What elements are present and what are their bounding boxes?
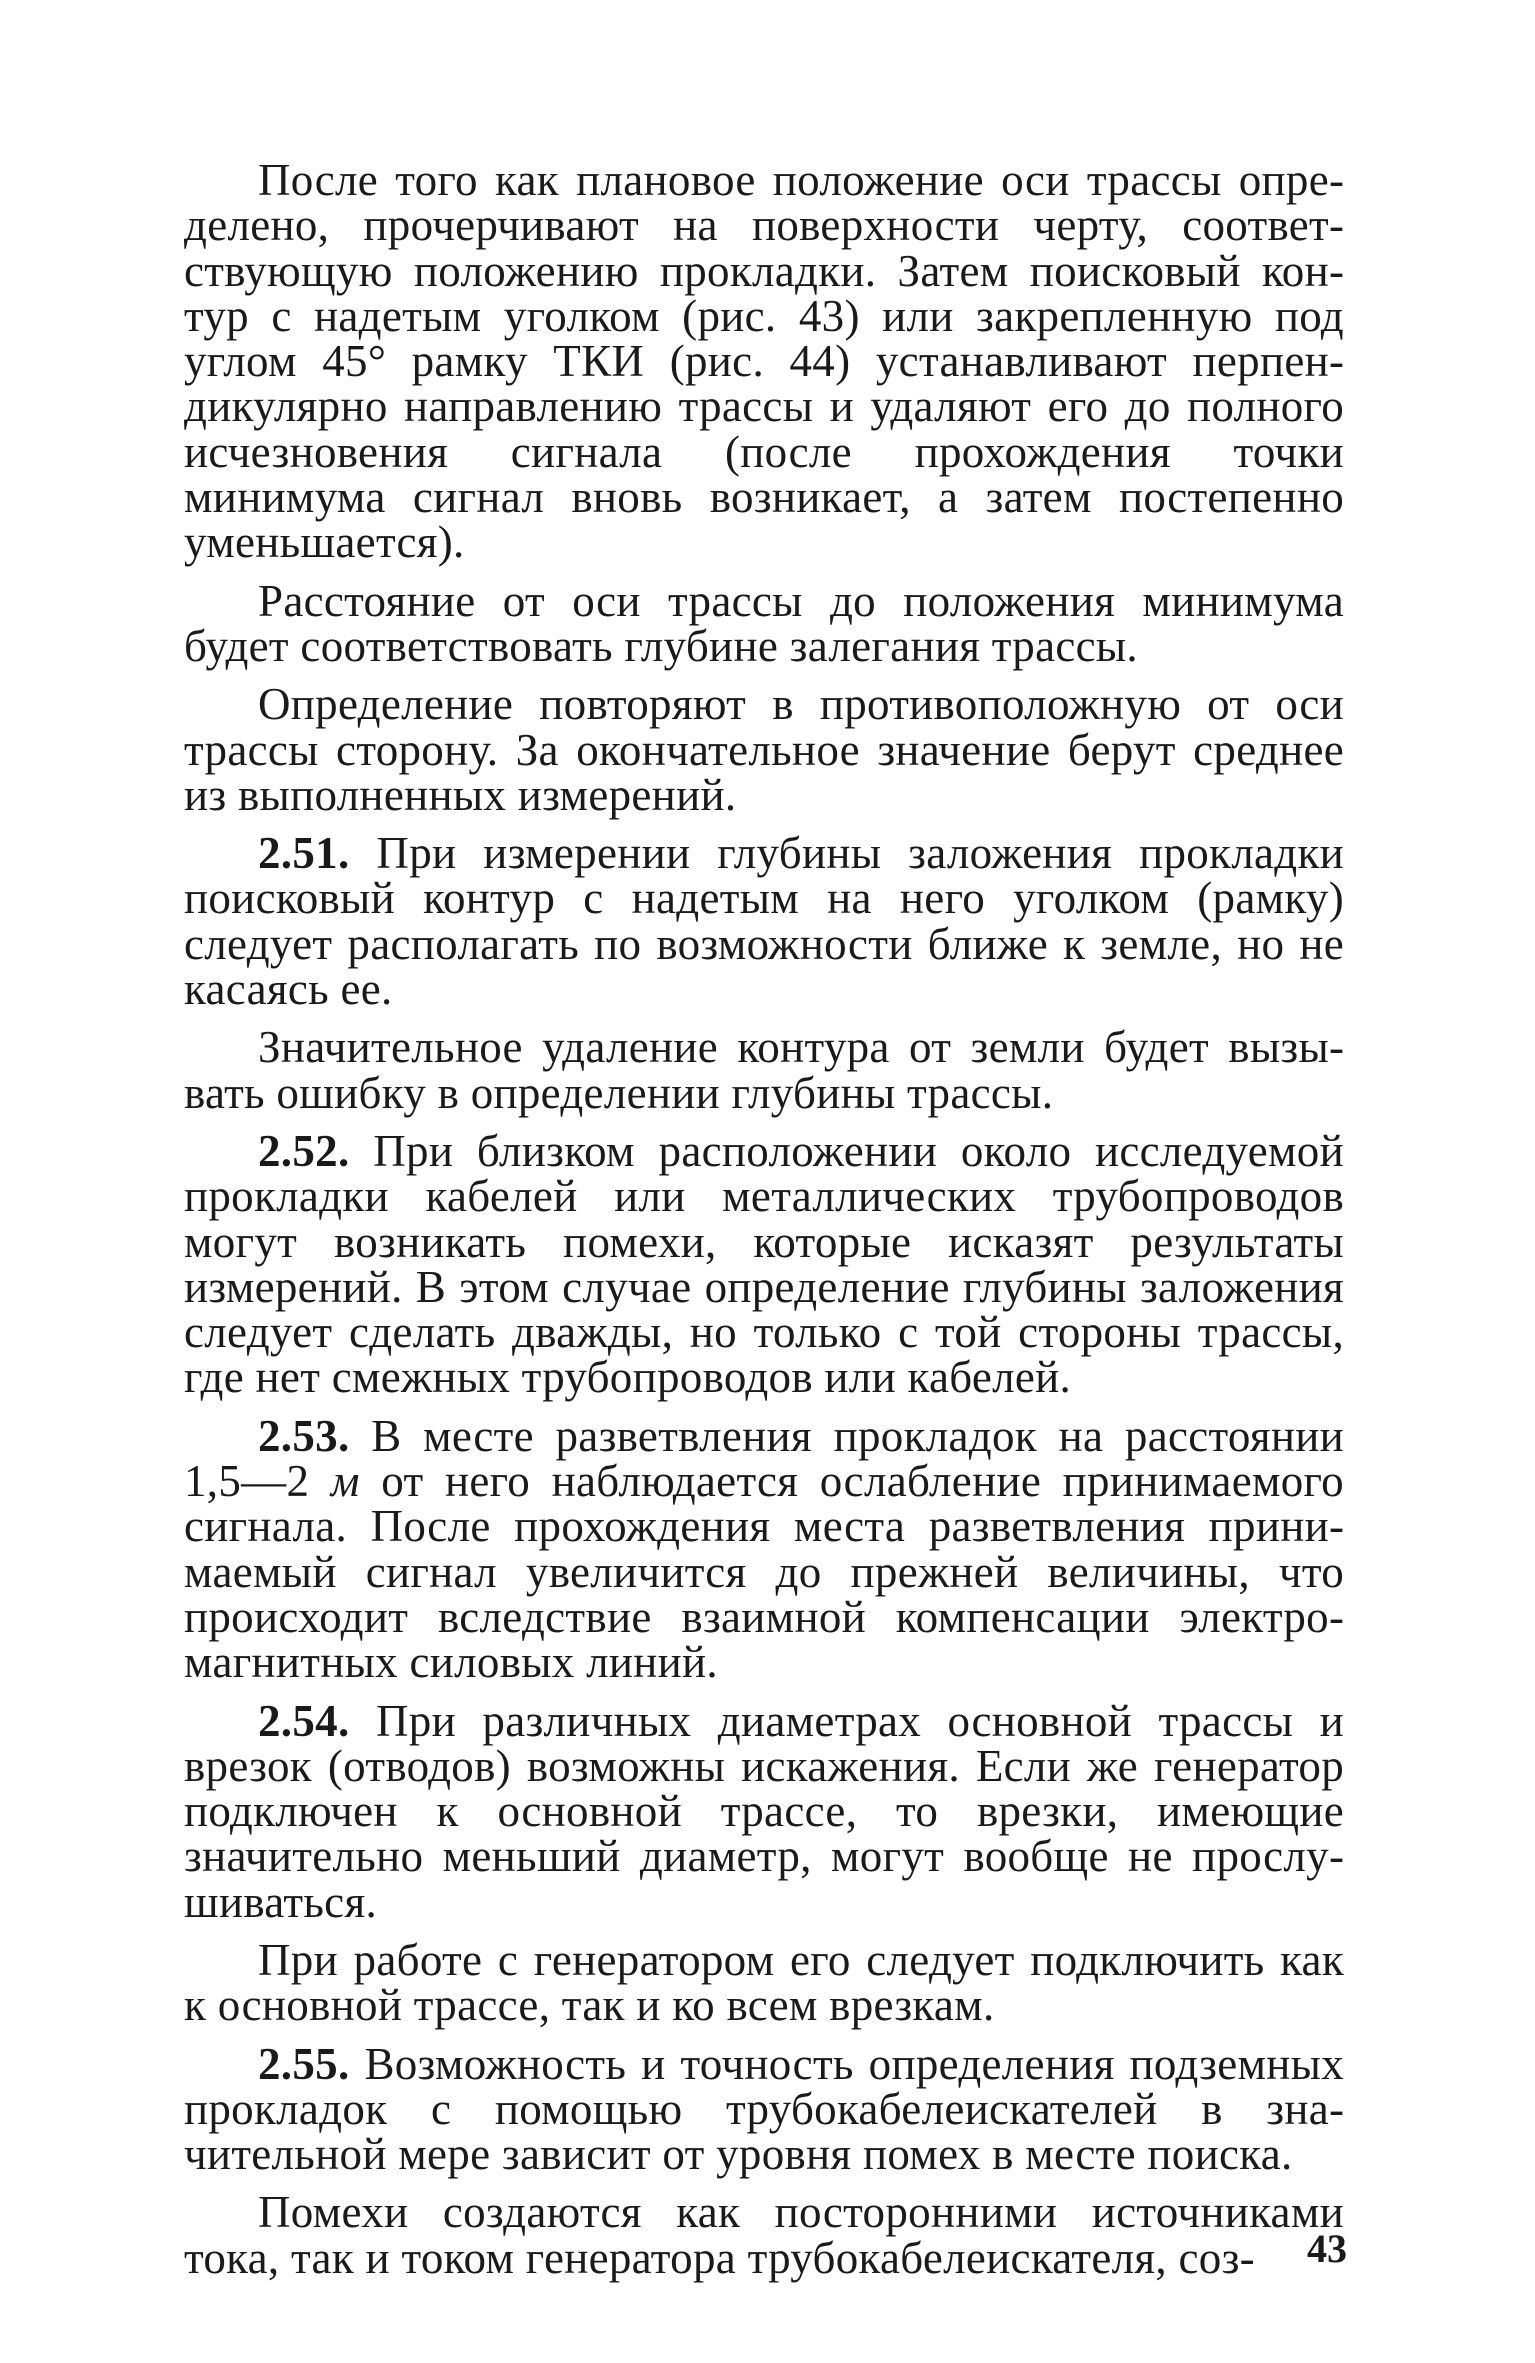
page-body (184, 155, 1344, 2294)
paragraph-text: Помехи создаются как посторонними источниками тока, так и током генератора трубокабелеискателя, соз- (184, 2187, 1344, 2283)
section-number: 2.51. (258, 828, 350, 879)
paragraph-text: При измерении глубины заложения прокладки поисковый контур с надетым на него уголком (рамку) следует располагать по возможности ближе к земле, но не касаясь ее. (184, 828, 1344, 1015)
page-number: 43 (1307, 2226, 1347, 2271)
paragraph-text: При близком расположении около исследуемой прокладки кабелей или металлических трубопроводов могут возникать помехи, которые исказят результаты измерений. В этом случае определение глубины заложения следует сделать дважды, но только с той стороны трассы, где нет смежных трубопроводов или кабелей. (184, 1125, 1344, 1403)
section-number: 2.55. (258, 2038, 350, 2089)
paragraph (184, 679, 1344, 820)
section-paragraph-2-55 (184, 2038, 1344, 2180)
paragraph-text: Определение повторяют в противоположную от оси трассы сторону. За окончательное значение берут среднее из выполненных измерений. (184, 679, 1344, 820)
paragraph (184, 2187, 1344, 2283)
paragraph-text: При различных диаметрах основной трассы и врезок (отводов) возможны искажения. Если же генератор подключен к основной трассе, то врезки, имеющие значительно меньший диаметр, могут вообще не прослушиваться. (184, 1695, 1344, 1927)
paragraph-text: Значительное удаление контура от земли будет вызывать ошибку в определении глубины трассы. (184, 1022, 1344, 1118)
paragraph-text: В месте разветвления прокладок на расстоянии 1,5—2 (184, 1410, 1344, 1507)
paragraph (184, 155, 1344, 568)
paragraph (184, 575, 1344, 671)
paragraph-text: от него наблюдается ослабление принимаемого сигнала. После прохождения места разветвления принимаемый сигнал увеличится до прежней величины, что происходит вследствие взаимной компенсации электромагнитных силовых линий. (184, 1456, 1344, 1688)
section-paragraph-2-54 (184, 1695, 1344, 1927)
section-paragraph-2-51 (184, 828, 1344, 1015)
paragraph-text: При работе с генератором его следует подключить как к основной трассе, так и ко всем врезкам. (184, 1934, 1344, 2031)
section-number: 2.54. (258, 1695, 350, 1746)
section-number: 2.53. (258, 1410, 350, 1461)
paragraph-text: Возможность и точность определения подземных прокладок с помощью трубокабелеискателей в значительной мере зависит от уровня помех в месте поиска. (184, 2038, 1344, 2180)
paragraph (184, 1934, 1344, 2031)
section-paragraph-2-52 (184, 1125, 1344, 1403)
paragraph-text: Расстояние от оси трассы до положения минимума будет соответствовать глубине залегания трассы. (184, 575, 1344, 671)
section-number: 2.52. (258, 1125, 350, 1176)
unit-meters: м (330, 1456, 360, 1507)
section-paragraph-2-53 (184, 1410, 1344, 1688)
paragraph (184, 1022, 1344, 1118)
paragraph-text: После того как плановое положение оси трассы определено, прочерчивают на поверхности черту, соответствующую положению прокладки. Затем поисковый контур с надетым уголком (рис. 43) или закрепленную под углом 45° рамку ТКИ (рис. 44) устанавливают перпендикулярно направлению трассы и удаляют его до полного исчезновения сигнала (после прохождения точки минимума сигнал вновь возникает, а затем постепенно уменьшается). (184, 155, 1344, 568)
